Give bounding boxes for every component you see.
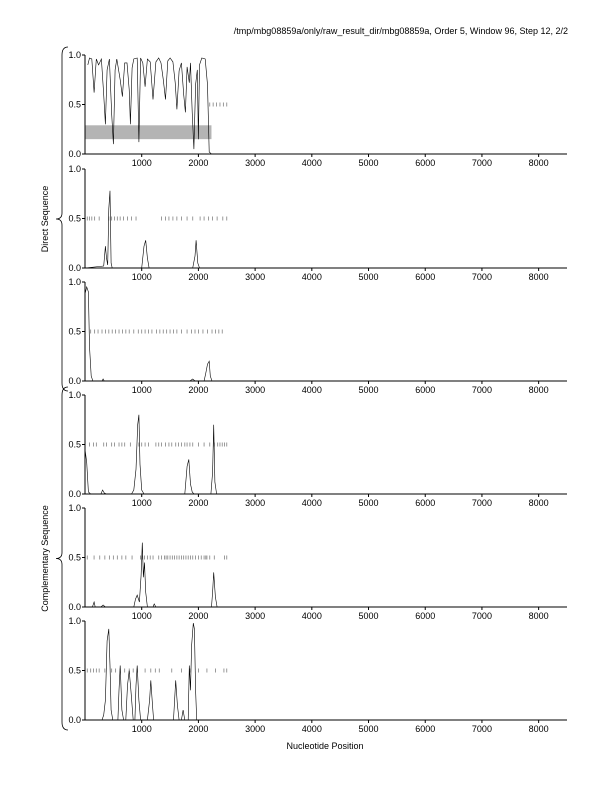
threshold-band (85, 125, 211, 139)
x-tick-label: 3000 (245, 498, 266, 508)
y-tick-label: 1.0 (68, 164, 81, 174)
y-tick-label: 0.0 (68, 602, 81, 612)
x-tick-label: 7000 (471, 272, 492, 282)
x-tick-label: 2000 (188, 385, 209, 395)
x-tick-label: 7000 (471, 724, 492, 734)
x-tick-label: 6000 (415, 158, 436, 168)
x-tick-label: 1000 (131, 272, 152, 282)
x-tick-label: 3000 (245, 724, 266, 734)
x-tick-label: 2000 (188, 158, 209, 168)
x-tick-label: 5000 (358, 272, 379, 282)
y-tick-label: 0.5 (68, 213, 81, 224)
y-tick-label: 1.0 (68, 390, 81, 400)
x-tick-label: 4000 (301, 724, 322, 734)
x-tick-label: 3000 (245, 611, 266, 621)
x-tick-label: 6000 (415, 498, 436, 508)
x-tick-label: 8000 (528, 158, 549, 168)
x-tick-label: 7000 (471, 385, 492, 395)
x-tick-label: 6000 (415, 611, 436, 621)
x-tick-label: 1000 (131, 158, 152, 168)
x-tick-label: 5000 (358, 385, 379, 395)
x-tick-label: 2000 (188, 724, 209, 734)
group-label-2: Complementary Sequence (40, 505, 50, 612)
x-tick-label: 2000 (188, 611, 209, 621)
x-tick-label: 3000 (245, 272, 266, 282)
x-tick-label: 6000 (415, 724, 436, 734)
x-tick-label: 4000 (301, 272, 322, 282)
y-tick-label: 0.5 (68, 552, 81, 563)
y-tick-label: 1.0 (68, 50, 81, 60)
series-line-panel-1 (88, 58, 567, 154)
x-tick-label: 4000 (301, 611, 322, 621)
x-tick-label: 5000 (358, 611, 379, 621)
x-tick-label: 7000 (471, 498, 492, 508)
group-label-1: Direct Sequence (40, 185, 50, 253)
y-tick-label: 0.5 (68, 665, 81, 676)
x-tick-label: 7000 (471, 611, 492, 621)
x-tick-label: 1000 (131, 724, 152, 734)
series-line-panel-6 (85, 623, 567, 720)
group-bracket (56, 387, 68, 730)
x-tick-label: 8000 (528, 272, 549, 282)
x-tick-label: 5000 (358, 724, 379, 734)
y-tick-label: 0.0 (68, 715, 81, 725)
y-tick-label: 0.0 (68, 263, 81, 273)
y-tick-label: 1.0 (68, 616, 81, 626)
x-tick-label: 4000 (301, 498, 322, 508)
x-tick-label: 8000 (528, 385, 549, 395)
page-title: /tmp/mbg08859a/only/raw_result_dir/mbg08859a, Order 5, Window 96, Step 12, 2/2 (233, 26, 568, 36)
x-tick-label: 1000 (131, 498, 152, 508)
x-tick-label: 1000 (131, 611, 152, 621)
x-axis-title: Nucleotide Position (286, 741, 364, 751)
group-bracket (56, 47, 68, 391)
x-tick-label: 6000 (415, 385, 436, 395)
x-tick-label: 8000 (528, 724, 549, 734)
x-tick-label: 2000 (188, 272, 209, 282)
x-tick-label: 4000 (301, 385, 322, 395)
y-tick-label: 0.0 (68, 149, 81, 159)
x-tick-label: 5000 (358, 498, 379, 508)
y-tick-label: 0.5 (68, 326, 81, 337)
x-tick-label: 7000 (471, 158, 492, 168)
series-line-panel-4 (85, 415, 567, 494)
x-tick-label: 6000 (415, 272, 436, 282)
series-line-panel-3 (85, 287, 567, 381)
y-tick-label: 0.5 (68, 99, 81, 110)
x-tick-label: 1000 (131, 385, 152, 395)
y-tick-label: 1.0 (68, 503, 81, 513)
y-tick-label: 0.0 (68, 489, 81, 499)
x-tick-label: 3000 (245, 158, 266, 168)
x-tick-label: 8000 (528, 498, 549, 508)
series-line-panel-5 (85, 543, 567, 607)
x-tick-label: 3000 (245, 385, 266, 395)
series-line-panel-2 (85, 191, 567, 268)
x-tick-label: 2000 (188, 498, 209, 508)
x-tick-label: 5000 (358, 158, 379, 168)
x-tick-label: 4000 (301, 158, 322, 168)
x-tick-label: 8000 (528, 611, 549, 621)
y-tick-label: 1.0 (68, 277, 81, 287)
y-tick-label: 0.5 (68, 439, 81, 450)
y-tick-label: 0.0 (68, 376, 81, 386)
